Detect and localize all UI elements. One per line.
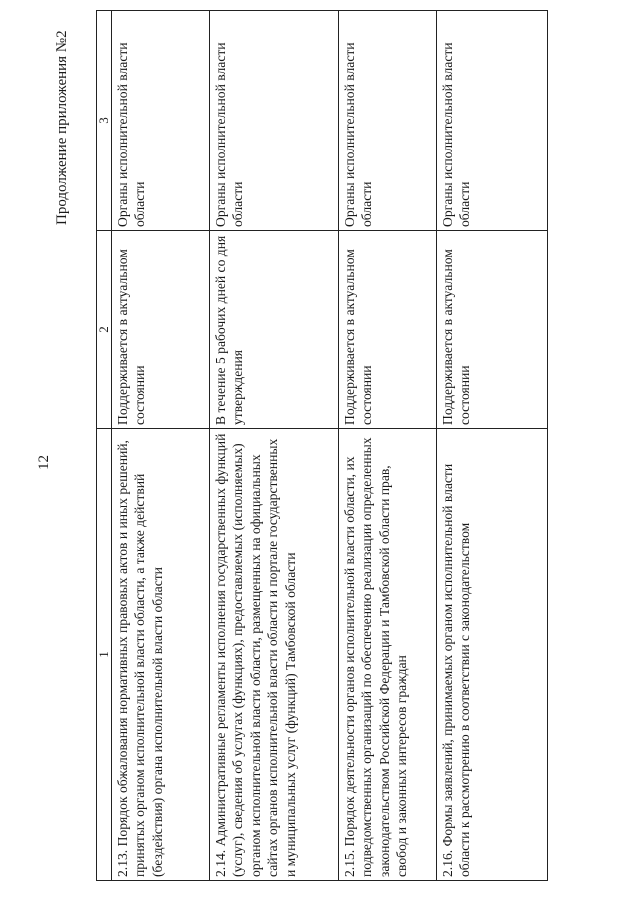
table-row bbox=[339, 11, 437, 881]
responsible-cell: Органы исполнительной власти области bbox=[210, 11, 339, 231]
table-row bbox=[112, 11, 210, 881]
term-cell: Поддерживается в актуальном состоянии bbox=[112, 231, 210, 429]
column-number-2: 2 bbox=[97, 231, 112, 429]
responsible-cell: Органы исполнительной власти области bbox=[112, 11, 210, 231]
table-row bbox=[210, 11, 339, 881]
table-header-row bbox=[97, 11, 112, 881]
term-cell: Поддерживается в актуальном состоянии bbox=[339, 231, 437, 429]
item-cell: 2.15. Порядок деятельности органов исполнительной власти области, их подведомственных организаций по обеспечению реализации определенных законодательством Российской Федерации и Тамбовской области прав, свобод и законных интересов граждан bbox=[339, 429, 437, 881]
column-number-1: 1 bbox=[97, 429, 112, 881]
item-cell: 2.13. Порядок обжалования нормативных правовых актов и иных решений, принятых органом исполнительной власти области, а также действий (бездействия) органа исполнительной власти области bbox=[112, 429, 210, 881]
continuation-title: Продолжение приложения №2 bbox=[54, 30, 70, 225]
table-row bbox=[437, 11, 548, 881]
page-number: 12 bbox=[36, 455, 52, 470]
column-number-3: 3 bbox=[97, 11, 112, 231]
responsible-cell: Органы исполнительной власти области bbox=[437, 11, 548, 231]
item-cell: 2.16. Формы заявлений, принимаемых органом исполнительной власти области к рассмотрению в соответствии с законодательством bbox=[437, 429, 548, 881]
responsible-cell: Органы исполнительной власти области bbox=[339, 11, 437, 231]
term-cell: Поддерживается в актуальном состоянии bbox=[437, 231, 548, 429]
plan-table bbox=[96, 10, 548, 881]
item-cell: 2.14. Административные регламенты исполнения государственных функций (услуг), сведения об услугах (функциях), предоставляемых (исполняемых) органом исполнительной власти области, размещенных на официальных сайтах органов исполнительной власти области и портале государственных и муниципальных услуг (функций) Тамбовской области bbox=[210, 429, 339, 881]
term-cell: В течение 5 рабочих дней со дня утверждения bbox=[210, 231, 339, 429]
